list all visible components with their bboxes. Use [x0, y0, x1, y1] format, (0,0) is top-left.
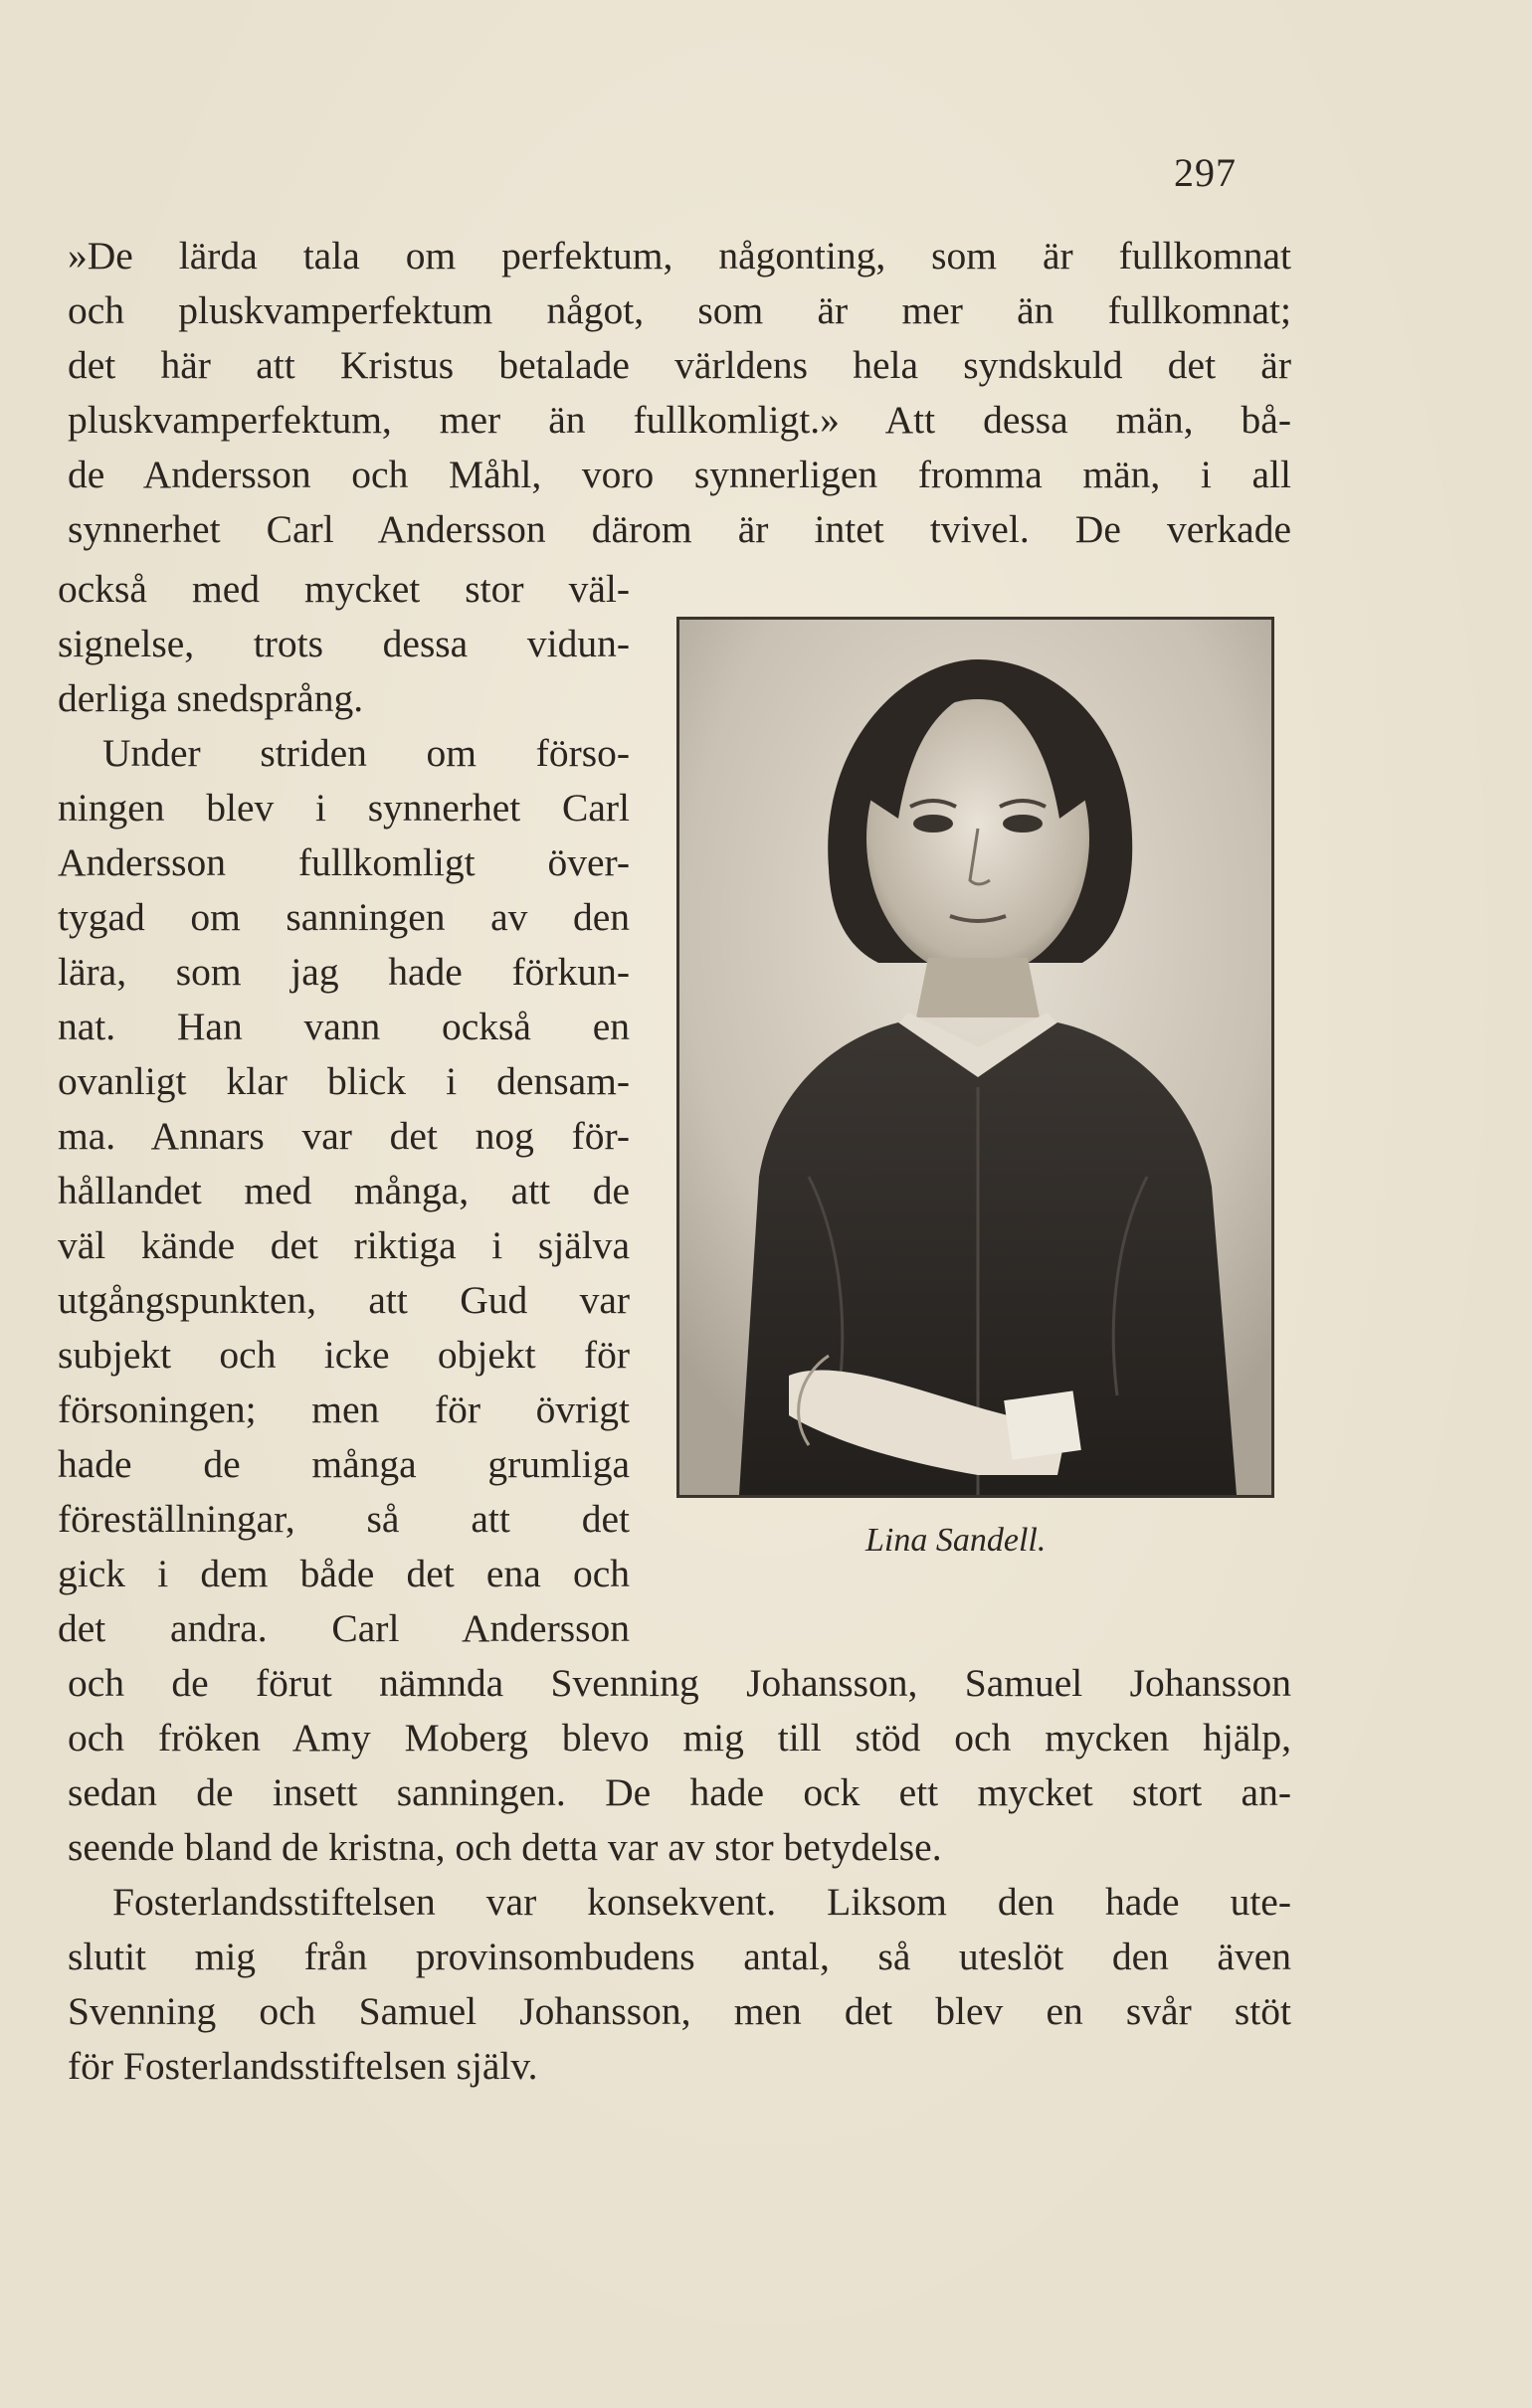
text-line: föreställningar, så att det: [58, 1497, 630, 1541]
text-line: hållandet med många, att de: [58, 1169, 630, 1212]
paragraph-narrow: [58, 562, 630, 1656]
text-line: seende bland de kristna, och detta var av stor betydelse.: [68, 1825, 942, 1869]
text-line: och fröken Amy Moberg blevo mig till stöd och mycken hjälp,: [68, 1716, 1291, 1760]
text-line: pluskvamperfektum, mer än fullkomligt.» Att dessa män, bå-: [68, 398, 1291, 442]
text-line: tygad om sanningen av den: [58, 895, 630, 939]
text-line: »De lärda tala om perfektum, någonting, som är fullkomnat: [68, 234, 1291, 278]
text-line: det här att Kristus betalade världens hela syndskuld det är: [68, 343, 1291, 387]
text-line: för Fosterlandsstiftelsen själv.: [68, 2044, 538, 2088]
text-line: också med mycket stor väl-: [58, 567, 630, 611]
text-line: de Andersson och Måhl, voro synnerligen fromma män, i all: [68, 453, 1291, 496]
paragraph-top: [68, 229, 1291, 557]
text-line: slutit mig från provinsombudens antal, så uteslöt den även: [68, 1935, 1291, 1978]
text-line: Under striden om förso-: [102, 731, 630, 775]
portrait-photo: [676, 617, 1274, 1498]
text-line: väl kände det riktiga i själva: [58, 1223, 630, 1267]
paragraph-bottom: [68, 1656, 1291, 2094]
text-line: gick i dem både det ena och: [58, 1552, 630, 1595]
text-line: subjekt och icke objekt för: [58, 1333, 630, 1377]
text-line: och de förut nämnda Svenning Johansson, Samuel Johansson: [68, 1661, 1291, 1705]
portrait-illustration: [679, 620, 1271, 1495]
text-line: signelse, trots dessa vidun-: [58, 622, 630, 665]
text-line: Andersson fullkomligt över-: [58, 840, 630, 884]
page-number: 297: [1174, 150, 1237, 195]
text-line: utgångspunkten, att Gud var: [58, 1278, 630, 1322]
text-line: lära, som jag hade förkun-: [58, 950, 630, 994]
text-line: synnerhet Carl Andersson därom är intet tvivel. De verkade: [68, 507, 1291, 551]
text-line: och pluskvamperfektum något, som är mer än fullkomnat;: [68, 288, 1291, 332]
text-line: Fosterlandsstiftelsen var konsekvent. Liksom den hade ute-: [112, 1880, 1291, 1924]
text-line: nat. Han vann också en: [58, 1005, 630, 1048]
text-line: sedan de insett sanningen. De hade ock ett mycket stort an-: [68, 1770, 1291, 1814]
photo-caption: Lina Sandell.: [865, 1522, 1047, 1559]
text-line: det andra. Carl Andersson: [58, 1606, 630, 1650]
text-line: derliga snedsprång.: [58, 676, 364, 720]
text-line: försoningen; men för övrigt: [58, 1388, 630, 1431]
text-line: hade de många grumliga: [58, 1442, 630, 1486]
text-line: ovanligt klar blick i densam-: [58, 1059, 630, 1103]
text-line: ningen blev i synnerhet Carl: [58, 786, 630, 830]
text-line: Svenning och Samuel Johansson, men det blev en svår stöt: [68, 1989, 1291, 2033]
text-line: ma. Annars var det nog för-: [58, 1114, 630, 1158]
